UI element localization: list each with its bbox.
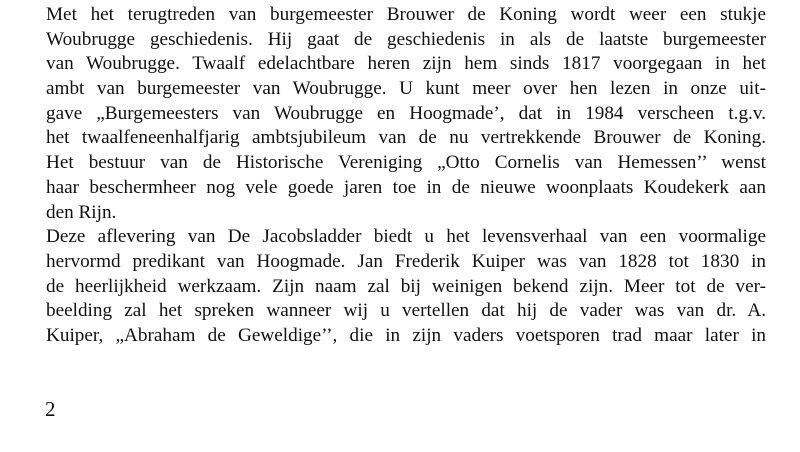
text-line: hervormd predikant van Hoogmade. Jan Frederik Kuiper was van 1828 tot 1830 in	[46, 250, 766, 272]
text-line: ambt van burgemeester van Woubrugge. U kunt meer over hen lezen in onze uit-	[46, 78, 766, 100]
text-line: Deze aflevering van De Jacobsladder biedt u het levensverhaal van een voormalige	[46, 226, 766, 248]
text-line: Met het terugtreden van burgemeester Brouwer de Koning wordt weer een stukje	[46, 4, 766, 25]
text-line: van Woubrugge. Twaalf edelachtbare heren zijn hem sinds 1817 voorgegaan in het	[46, 53, 766, 75]
text-line: haar beschermheer nog vele goede jaren toe in de nieuwe woonplaats Koudekerk aan	[46, 176, 766, 198]
text-line: beelding zal het spreken wanneer wij u vertellen dat hij de vader was van dr. A.	[46, 300, 766, 322]
text-line: Kuiper, „Abraham de Geweldige’’, die in zijn vaders voetsporen trad maar later in	[46, 324, 766, 346]
text-line: Woubrugge geschiedenis. Hij gaat de geschiedenis in als de laatste burgemeester	[46, 28, 766, 50]
text-line: het twaalfeneenhalfjarig ambtsjubileum van de nu vertrekkende Brouwer de Koning.	[46, 127, 766, 149]
page-number: 2	[45, 397, 56, 421]
text-line: Het bestuur van de Historische Vereniging „Otto Cornelis van Hemessen’’ wenst	[46, 152, 766, 174]
body-text	[46, 3, 766, 349]
text-line: gave „Burgemeesters van Woubrugge en Hoogmade’, dat in 1984 verscheen t.g.v.	[46, 102, 766, 124]
text-line: de heerlijkheid werkzaam. Zijn naam zal bij weinigen bekend zijn. Meer tot de ver-	[46, 275, 766, 297]
text-line: den Rijn.	[46, 201, 117, 223]
